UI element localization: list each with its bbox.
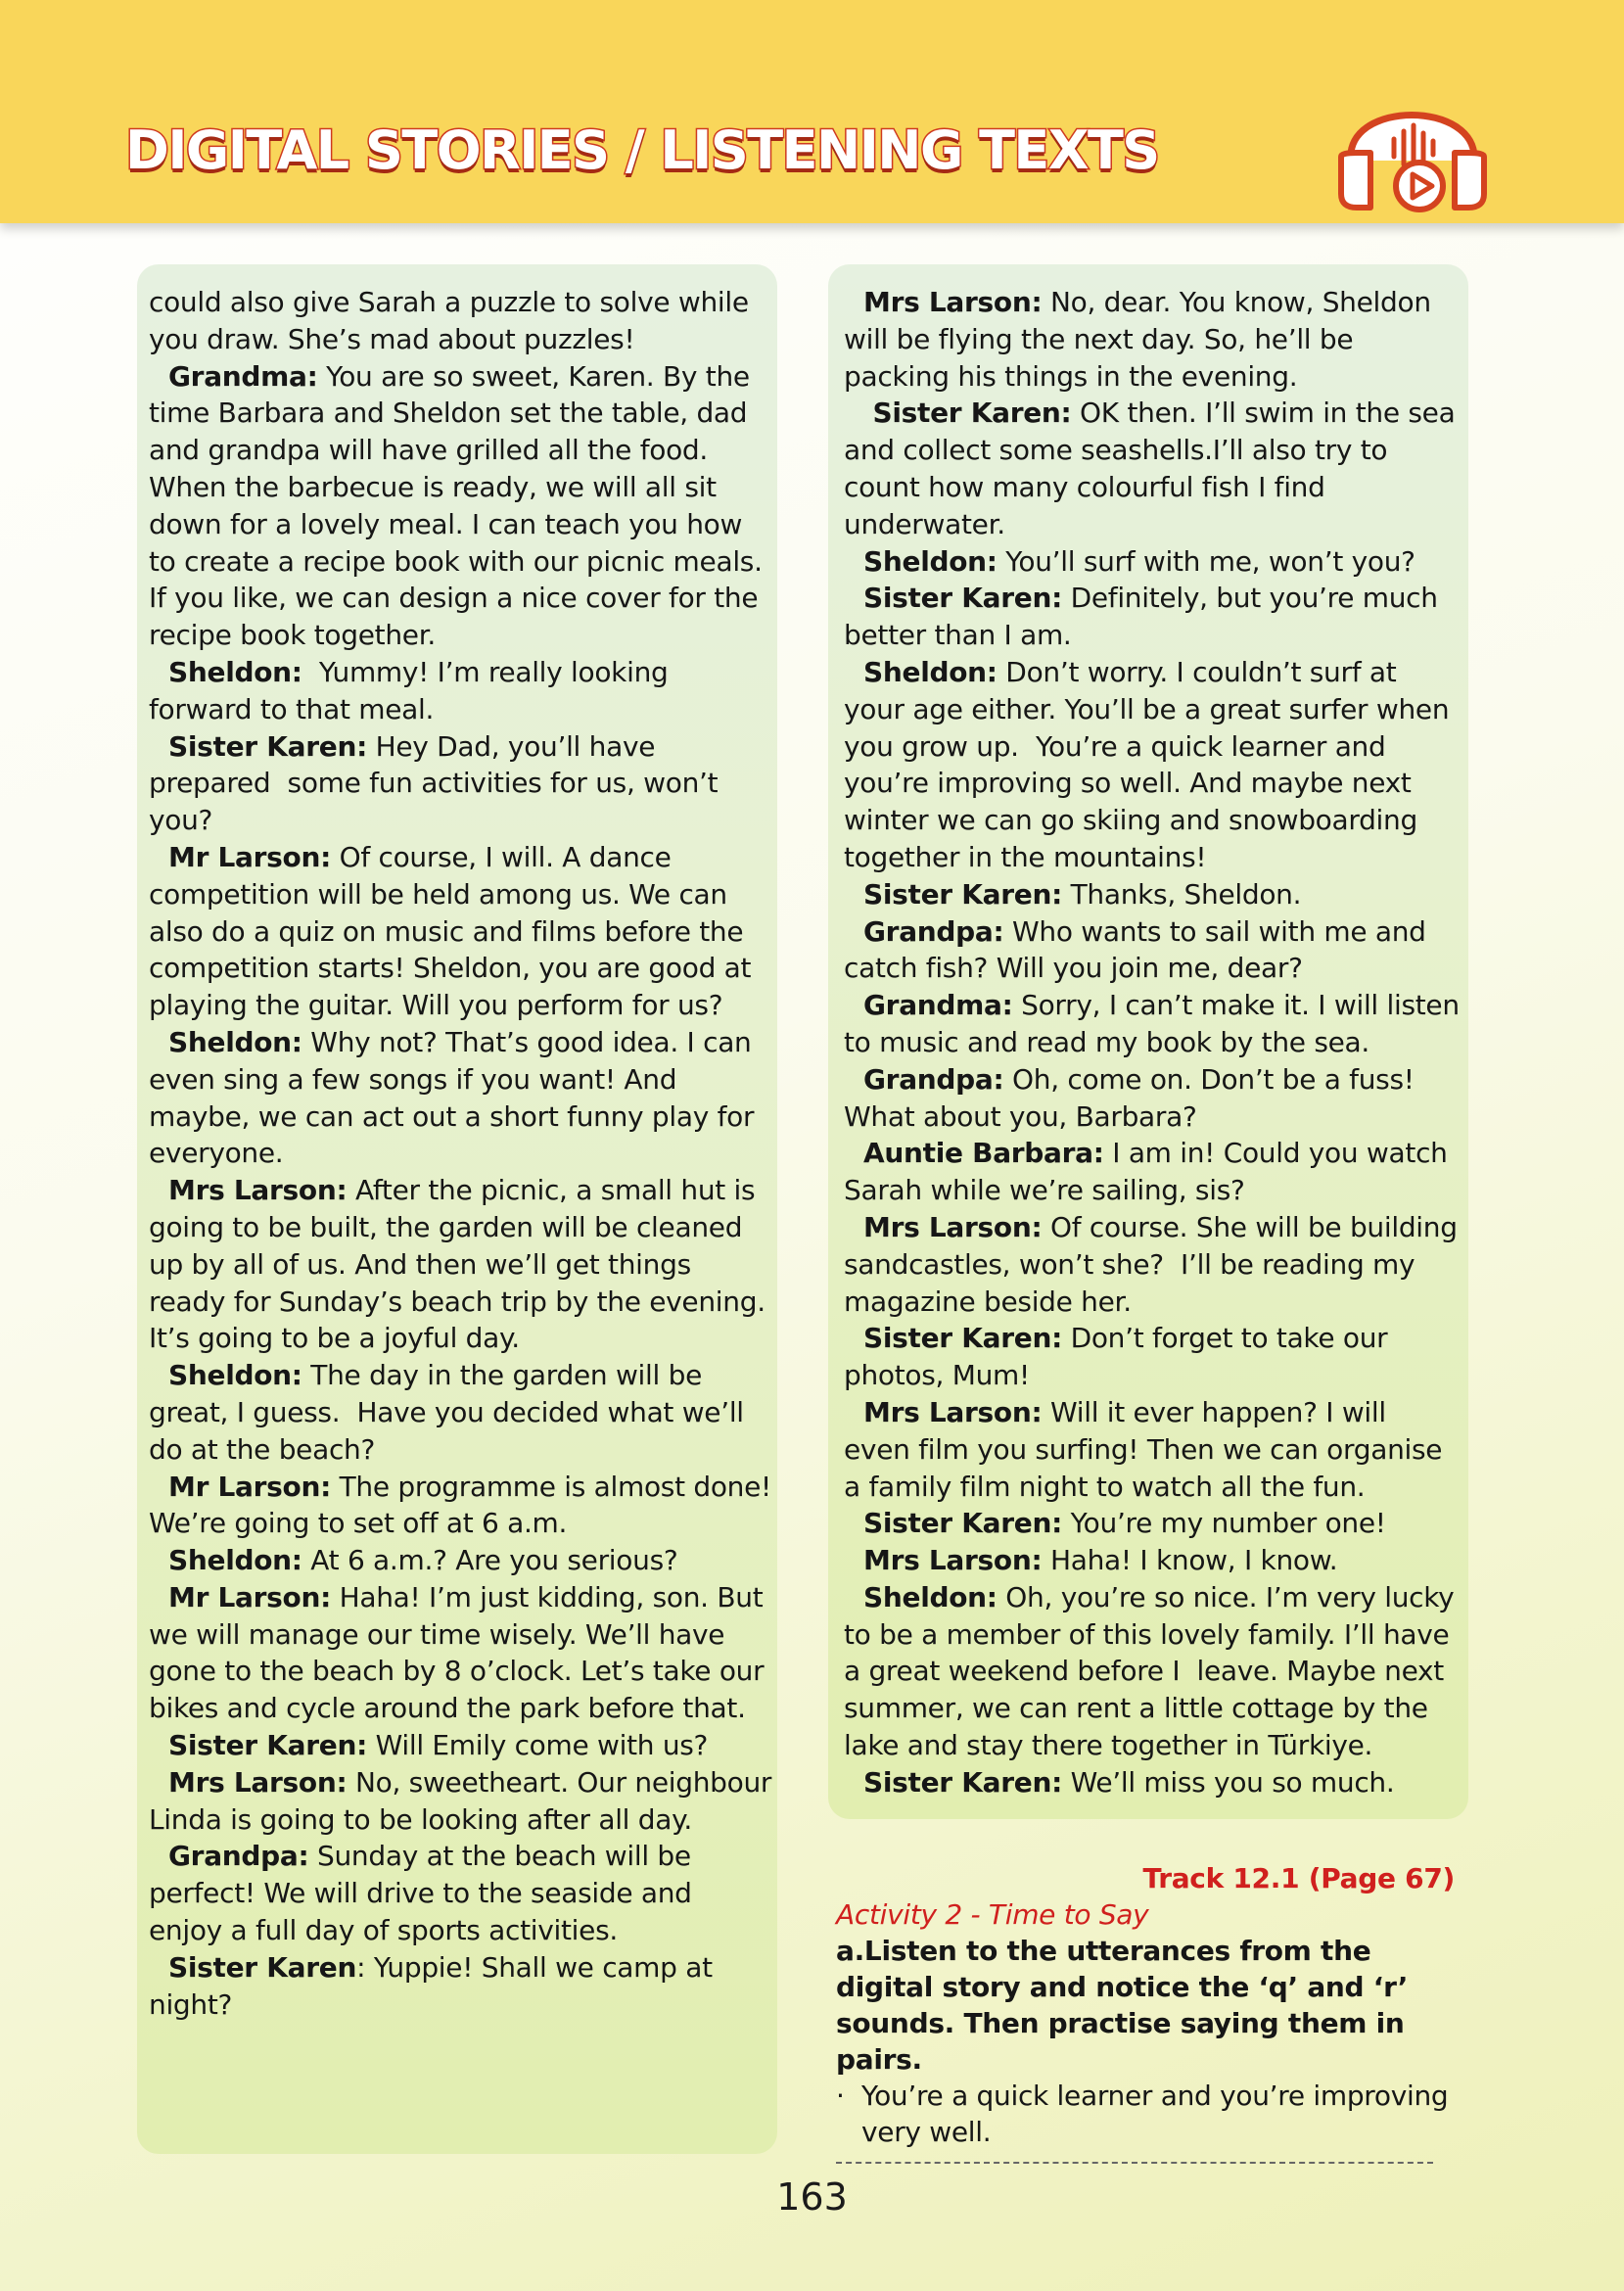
speaker-name: Sheldon:: [863, 655, 998, 688]
speaker-name: Sister Karen:: [168, 729, 367, 763]
utterance-text: You’re a quick learner and you’re improving very well.: [861, 2080, 1449, 2148]
activity-instruction: a.Listen to the utterances from the digital story and notice the ‘q’ and ‘r’ sounds. Then practise saying them in pairs.: [836, 1935, 1409, 2076]
dialogue-line: [149, 1838, 773, 1948]
speaker-name: Grandpa:: [168, 1840, 309, 1873]
dialogue-line: [149, 1764, 780, 1839]
speaker-name: Mrs Larson:: [168, 1174, 348, 1207]
dialogue-line: [844, 1579, 1461, 1764]
speaker-name: Sheldon:: [168, 655, 302, 688]
dialogue-line: [844, 1394, 1461, 1505]
speaker-name: Sheldon:: [168, 1544, 302, 1577]
speaker-name: Mrs Larson:: [863, 1395, 1043, 1428]
dialogue-text: Oh, you’re so nice. I’m very lucky to be a member of this lovely family. I’ll have a great weekend before I leave. Maybe next summer, we can rent a little cottage by the lake and stay there together in Türkiye.: [844, 1580, 1463, 1762]
dialogue-line: [149, 1357, 773, 1468]
dialogue-text: No, sweetheart. Our neighbour Linda is going to be looking after all day.: [149, 1765, 780, 1836]
speaker-name: Sister Karen:: [168, 1729, 367, 1762]
dialogue-text: : Yuppie! Shall we camp at night?: [149, 1950, 721, 2021]
speaker-name: Grandma:: [863, 989, 1013, 1022]
dialogue-line: [844, 1061, 1461, 1136]
dialogue-text: You’re my number one!: [1061, 1507, 1386, 1540]
dialogue-line: [149, 654, 773, 728]
dialogue-text: At 6 a.m.? Are you serious?: [302, 1544, 678, 1577]
dialogue-line: [844, 1542, 1461, 1579]
activity-box: [836, 1860, 1455, 2164]
activity-title: Activity 2 - Time to Say: [836, 1898, 1149, 1931]
dialogue-line: [844, 1135, 1461, 1209]
speaker-name: Sister Karen:: [863, 877, 1062, 911]
dialogue-line: [149, 1579, 773, 1727]
dialogue-text: Of course. She will be building sandcastles, won’t she? I’ll be reading my magazine beside her.: [844, 1210, 1466, 1318]
speaker-name: Sheldon:: [863, 1580, 998, 1613]
page-number: 163: [776, 2175, 848, 2219]
dialogue-line: [149, 358, 773, 654]
dialogue-text: No, dear. You know, Sheldon will be flying the next day. So, he’ll be packing his things in the evening.: [844, 286, 1440, 393]
dialogue-line: [844, 1764, 1461, 1801]
dialogue-column-right: [844, 284, 1468, 1801]
dialogue-line: [844, 1505, 1461, 1542]
dialogue-text: We’ll miss you so much.: [1061, 1765, 1395, 1799]
speaker-name: Sister Karen:: [863, 397, 1072, 430]
speaker-name: Sheldon:: [863, 544, 998, 578]
dialogue-line: [844, 913, 1461, 988]
dialogue-text: Thanks, Sheldon.: [1061, 877, 1302, 911]
dialogue-line: [844, 543, 1461, 581]
dialogue-text: OK then. I’ll swim in the sea and collect some seashells.I’ll also try to count how many colourful fish I find underwater.: [844, 397, 1464, 540]
dialogue-text: could also give Sarah a puzzle to solve while you draw. She’s mad about puzzles!: [149, 286, 758, 355]
dialogue-text: Hey Dad, you’ll have prepared some fun activities for us, won’t you?: [149, 729, 726, 837]
dialogue-text: Sorry, I can’t make it. I will listen to music and read my book by the sea.: [844, 989, 1468, 1058]
dialogue-line: [149, 1727, 773, 1764]
dialogue-line: [844, 876, 1461, 913]
dialogue-line: [149, 284, 773, 358]
dialogue-text: Sunday at the beach will be perfect! We will drive to the seaside and enjoy a full day of sports activities.: [149, 1840, 701, 1947]
dialogue-line: [149, 728, 773, 839]
dialogue-text: Of course, I will. A dance competition will be held among us. We can also do a quiz on music and films before the competition starts! Sheldon, you are good at playing the guitar. Will you perform for us?: [149, 840, 760, 1022]
speaker-name: Sheldon:: [168, 1025, 302, 1058]
dialogue-text: Don’t forget to take our photos, Mum!: [844, 1322, 1396, 1392]
dialogue-text: Will Emily come with us?: [366, 1729, 709, 1762]
speaker-name: Mr Larson:: [168, 1580, 331, 1613]
dialogue-text: Definitely, but you’re much better than I am.: [844, 582, 1447, 652]
speaker-name: Sister Karen:: [863, 1507, 1062, 1540]
dialogue-text: The day in the garden will be great, I guess. Have you decided what we’ll do at the beach?: [149, 1359, 753, 1466]
speaker-name: Mrs Larson:: [863, 286, 1043, 318]
dialogue-text: I am in! Could you watch Sarah while we’re sailing, sis?: [844, 1137, 1457, 1207]
dialogue-text: After the picnic, a small hut is going to be built, the garden will be cleaned up by all of us. And then we’ll get things ready for Sunday’s beach trip by the evening. It’s going to be a joyful day.: [149, 1174, 774, 1355]
speaker-name: Grandma:: [168, 359, 318, 393]
dialogue-line: [149, 1172, 773, 1357]
speaker-name: Sister Karen:: [863, 582, 1062, 615]
utterance-list-item: [836, 2078, 1455, 2150]
answer-line: [836, 2162, 1433, 2164]
dialogue-line: [844, 284, 1461, 395]
bullet-mark: ·: [836, 2080, 845, 2112]
speaker-name: Sister Karen: [168, 1950, 357, 1984]
speaker-name: Sheldon:: [168, 1359, 302, 1392]
dialogue-text: Yummy! I’m really looking forward to that meal.: [149, 655, 677, 725]
dialogue-text: Haha! I’m just kidding, son. But we will manage our time wisely. We’ll have gone to the beach by 8 o’clock. Let’s take our bikes and cycle around the park before that.: [149, 1580, 772, 1725]
dialogue-line: [844, 654, 1461, 876]
headphones-play-icon: [1331, 65, 1494, 221]
dialogue-text: Oh, come on. Don’t be a fuss! What about you, Barbara?: [844, 1062, 1423, 1133]
speaker-name: Mr Larson:: [168, 840, 331, 873]
dialogue-line: [149, 1949, 773, 2024]
dialogue-line: [844, 1209, 1466, 1320]
track-reference: Track 12.1 (Page 67): [1142, 1862, 1455, 1894]
dialogue-line: [844, 987, 1468, 1061]
dialogue-line: [149, 839, 773, 1024]
speaker-name: Mrs Larson:: [863, 1544, 1043, 1577]
dialogue-text: Haha! I know, I know.: [1042, 1544, 1338, 1577]
dialogue-text: Who wants to sail with me and catch fish? Will you join me, dear?: [844, 914, 1435, 985]
speaker-name: Mrs Larson:: [168, 1765, 348, 1799]
page-title: DIGITAL STORIES / LISTENING TEXTS: [125, 119, 1159, 181]
header-band: [0, 0, 1624, 223]
dialogue-line: [149, 1542, 773, 1579]
dialogue-text: You’ll surf with me, won’t you?: [997, 544, 1415, 578]
dialogue-text: Will it ever happen? I will even film you surfing! Then we can organise a family film night to watch all the fun.: [844, 1395, 1451, 1503]
dialogue-text: You are so sweet, Karen. By the time Barbara and Sheldon set the table, dad and grandpa will have grilled all the food. When the barbecue is ready, we will all sit down for a lovely meal. I can teach you how to create a recipe book with our picnic meals. If you like, we can design a nice cover for the recipe book together.: [149, 359, 771, 652]
speaker-name: Auntie Barbara:: [863, 1137, 1104, 1170]
speaker-name: Grandpa:: [863, 914, 1004, 948]
speaker-name: Sister Karen:: [863, 1765, 1062, 1799]
dialogue-text: Why not? That’s good idea. I can even sing a few songs if you want! And maybe, we can act out a short funny play for everyone.: [149, 1025, 763, 1170]
dialogue-column-left: [149, 284, 780, 2023]
dialogue-line: [149, 1024, 773, 1172]
dialogue-line: [844, 1320, 1461, 1394]
speaker-name: Sister Karen:: [863, 1322, 1062, 1355]
dialogue-text: Don’t worry. I couldn’t surf at your age either. You’ll be a great surfer when you grow up. You’re a quick learner and you’re improving so well. And maybe next winter we can go skiing and snowboarding together in the mountains!: [844, 655, 1458, 873]
dialogue-line: [844, 580, 1461, 654]
dialogue-text: The programme is almost done! We’re going to set off at 6 a.m.: [149, 1470, 780, 1540]
speaker-name: Mrs Larson:: [863, 1210, 1043, 1243]
dialogue-line: [844, 395, 1464, 542]
speaker-name: Mr Larson:: [168, 1470, 331, 1503]
speaker-name: Grandpa:: [863, 1062, 1004, 1096]
dialogue-line: [149, 1469, 780, 1543]
